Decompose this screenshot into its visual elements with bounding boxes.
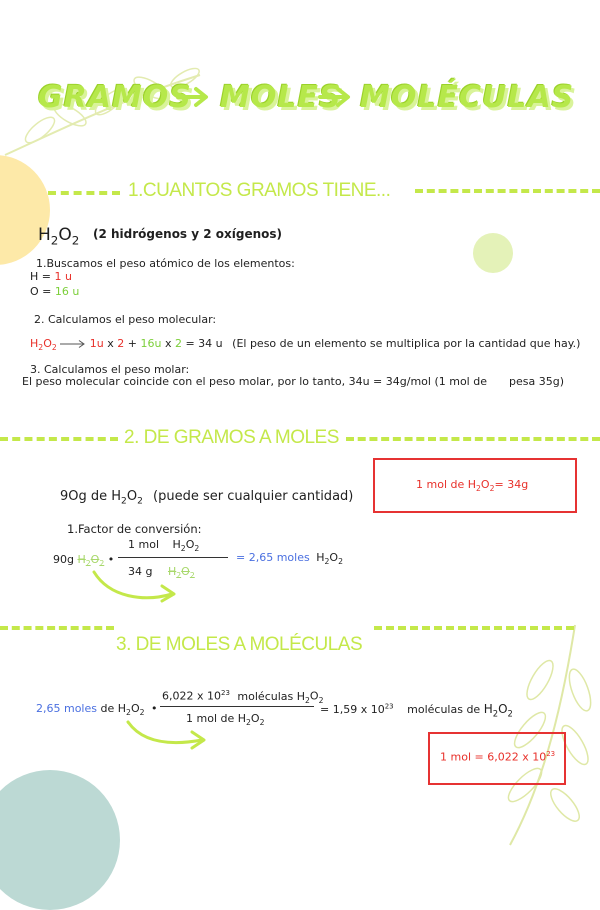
formula-description: (2 hidrógenos y 2 oxígenos) <box>93 227 283 241</box>
conversion-factor-label: 1.Factor de conversión: <box>67 522 202 536</box>
moles-result: = 2,65 moles $H_2O_2$ <box>236 551 343 567</box>
step3-tail: pesa 35g) <box>509 375 564 388</box>
teal-circle-bottom <box>0 770 120 910</box>
avogadro-denominator: 1 mol de $H_2O_2$ <box>186 712 265 728</box>
divider-dash-right <box>346 437 600 441</box>
curved-arrow-icon <box>90 568 190 608</box>
fraction-line <box>160 706 314 707</box>
curved-arrow-icon <box>124 718 214 752</box>
hydrogen-weight: H = 1 u <box>30 270 72 283</box>
header-word-moles: MOLES <box>220 80 342 115</box>
section2-title: 2. DE GRAMOS A MOLES <box>124 427 339 448</box>
avogadro-box-text: 1 mol = 6,022 x $10^{23}$ <box>440 750 556 764</box>
molecular-weight-calc: $H_2O_2$ 1u x 2 + 16u x 2 = 34 u (El peso de un elemento se multiplica por la cantidad que hay.) <box>30 337 581 353</box>
arrow-right-icon <box>176 86 210 108</box>
factor-denominator: 34 g $H_2O_2$ <box>128 565 195 581</box>
arrow-right-icon <box>60 340 86 348</box>
molecules-result: = 1,59 x $10^{23}$ moléculas de $H_2O_2$ <box>320 702 513 719</box>
divider-dash-left <box>0 626 114 630</box>
grams-value: 90g $H_2O_2$ • <box>53 553 115 569</box>
header-word-moleculas: MOLÉCULAS <box>360 80 575 115</box>
fraction-line <box>118 557 228 558</box>
arrow-right-icon <box>318 86 352 108</box>
divider-dash-left <box>48 191 120 195</box>
divider-dash-right <box>415 189 600 193</box>
section1-title: 1.CUANTOS GRAMOS TIENE... <box>128 180 391 201</box>
given-mass: 9Og de $H_2O_2$ (puede ser cualquier cantidad) <box>60 489 354 507</box>
oxygen-weight: O = 16 u <box>30 285 80 298</box>
header-word-gramos: GRAMOS <box>38 80 192 115</box>
molar-mass-box-text: 1 mol de $H_2O_2= 34g$ <box>416 478 529 494</box>
step2-label: 2. Calculamos el peso molecular: <box>34 313 217 326</box>
moles-start: 2,65 moles de $H_2O_2$ • <box>36 702 158 718</box>
divider-dash-left <box>0 437 118 441</box>
step3-label: 3. Calculamos el peso molar: <box>30 363 190 376</box>
step3-text: El peso molecular coincide con el peso molar, por lo tanto, 34u = 34g/mol (1 mol de <box>22 375 487 388</box>
factor-numerator: 1 mol $H_2O_2$ <box>128 538 200 554</box>
yellow-circle-left <box>0 155 50 265</box>
formula-h2o2: $H_2O_2$ <box>38 225 80 248</box>
avogadro-numerator: 6,022 x $10^{23}$ moléculas $H_2O_2$ <box>162 689 324 705</box>
step1-label: 1.Buscamos el peso atómico de los elementos: <box>36 257 295 270</box>
divider-dash-right <box>374 626 574 630</box>
section3-title: 3. DE MOLES A MOLÉCULAS <box>116 634 363 655</box>
green-circle <box>473 233 513 273</box>
